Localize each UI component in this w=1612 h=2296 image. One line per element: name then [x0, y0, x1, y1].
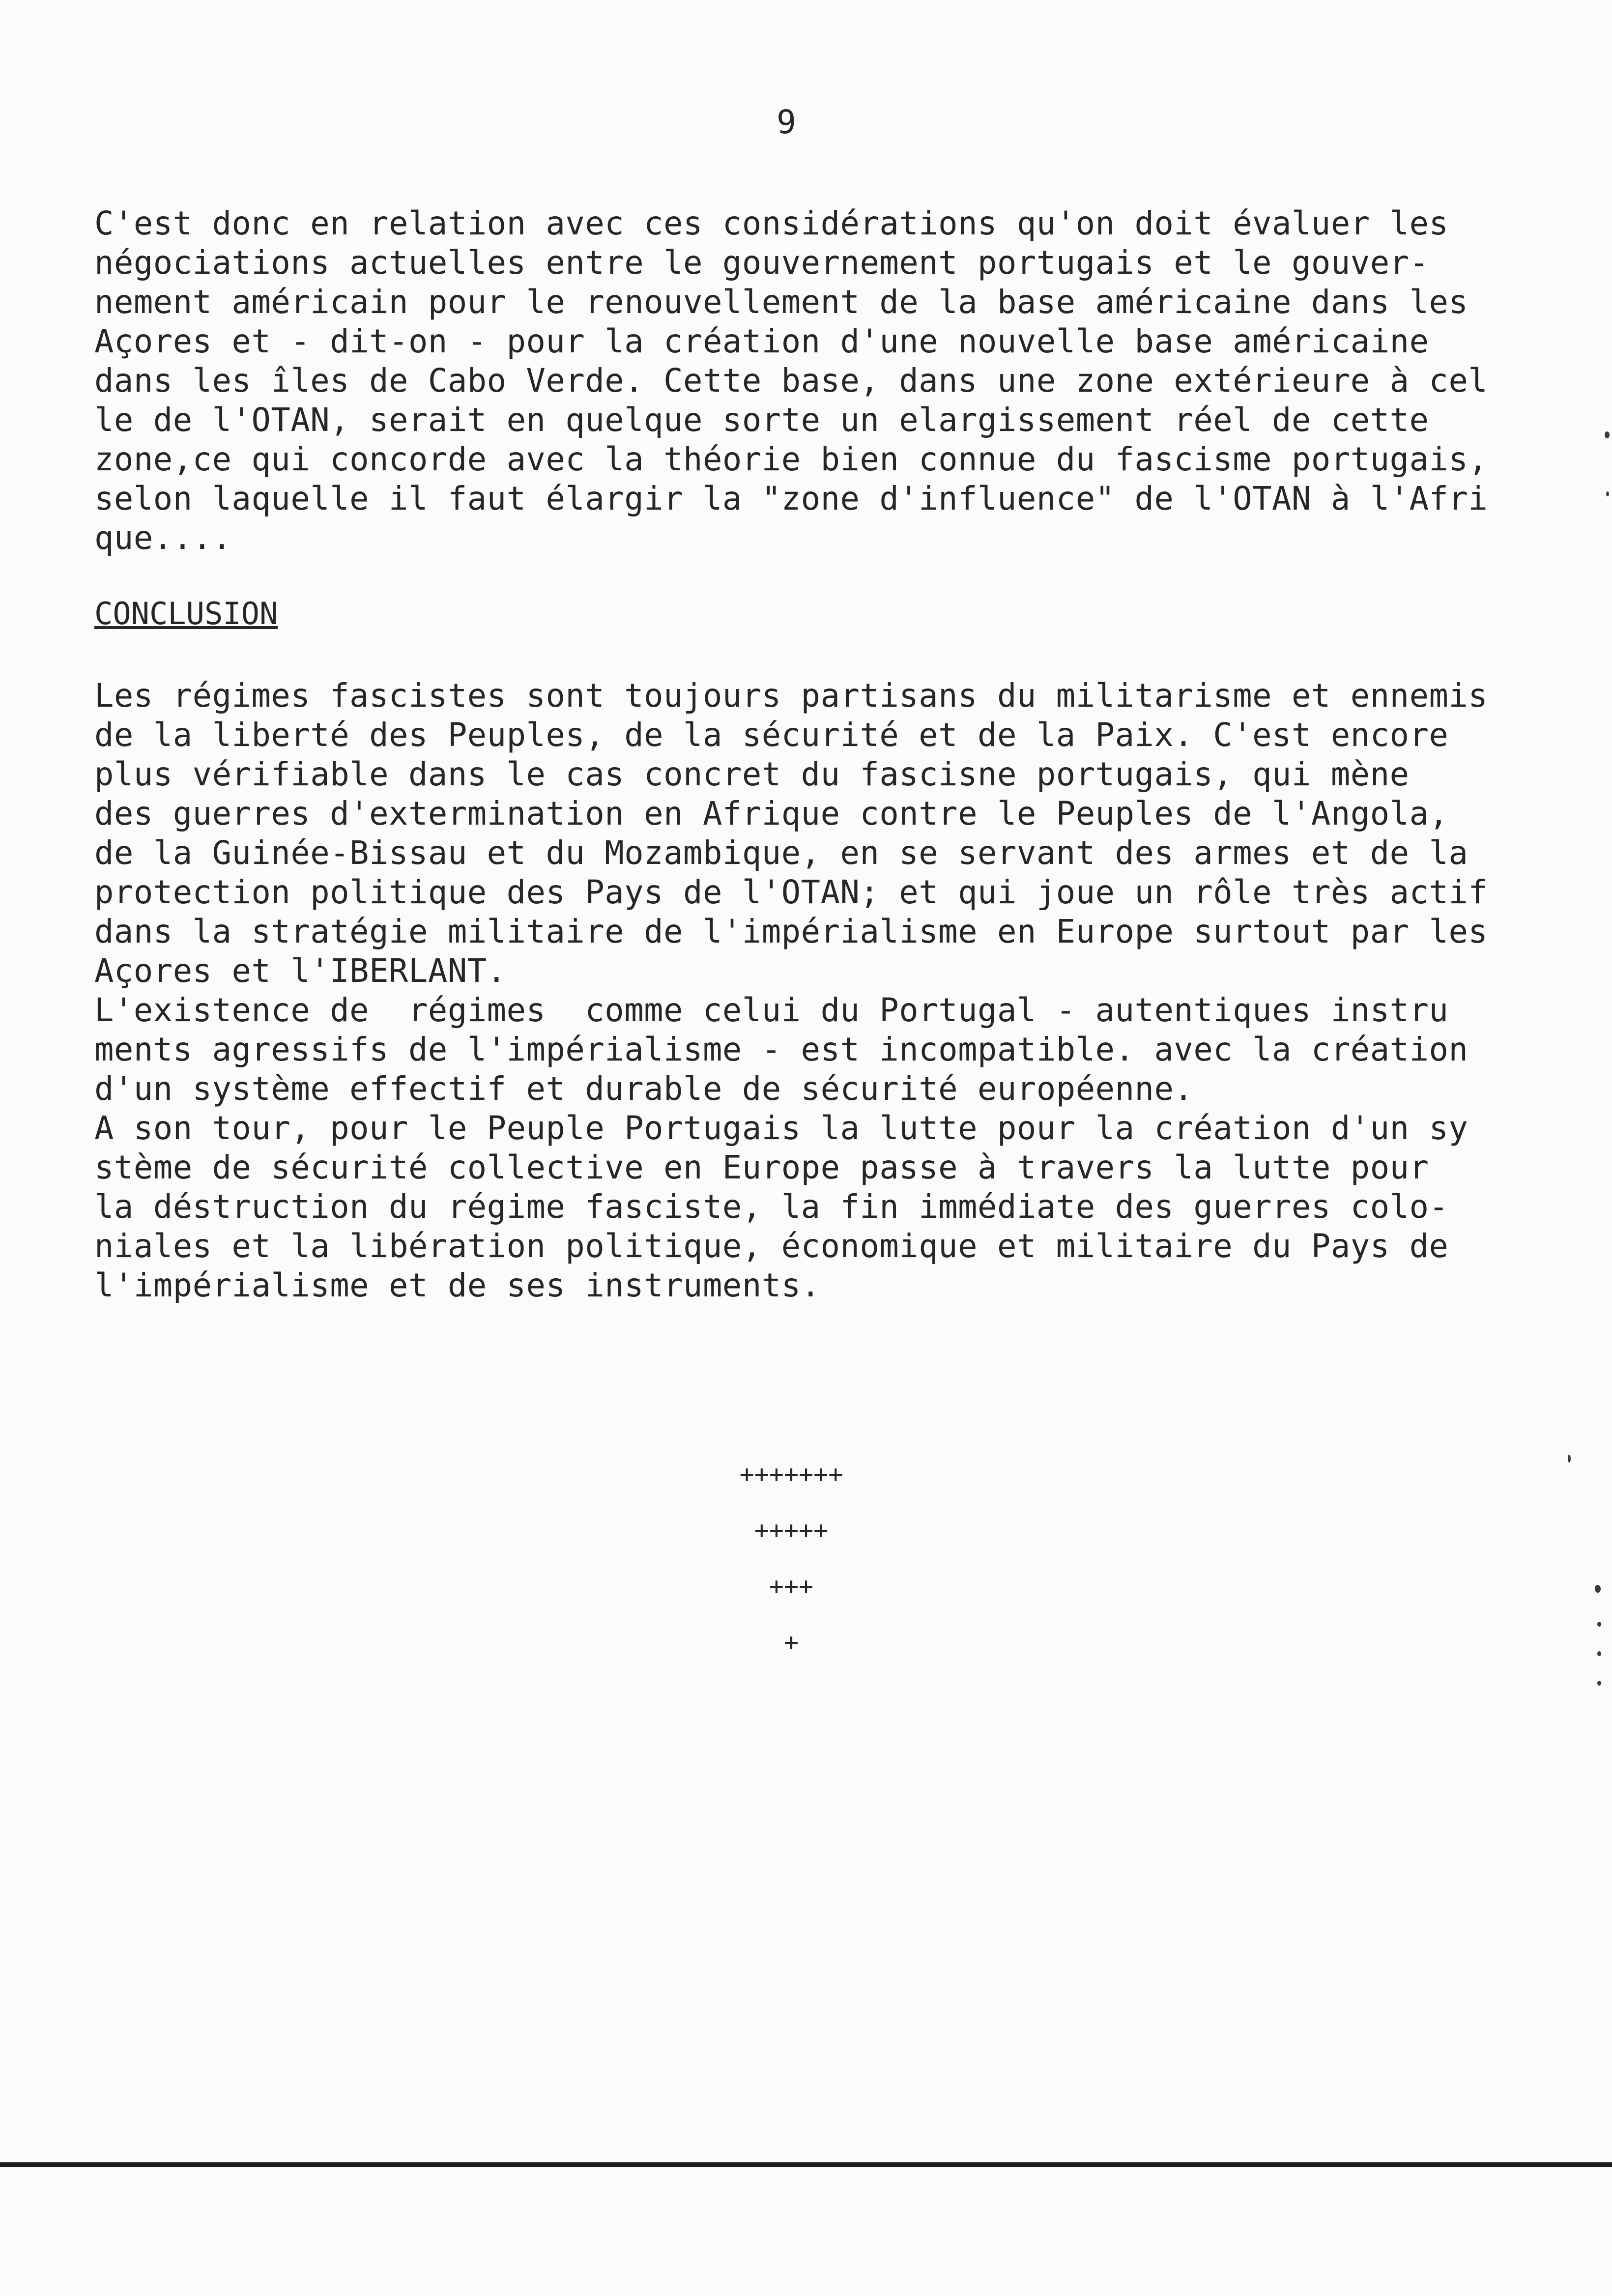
text-line: C'est donc en relation avec ces considérations qu'on doit évaluer les — [94, 205, 1449, 242]
text-line: Açores et l'IBERLANT. — [94, 952, 507, 990]
ornament-row: +++++++ — [739, 1460, 843, 1489]
text-line: de la Guinée-Bissau et du Mozambique, en se servant des armes et de la — [94, 834, 1468, 872]
text-line: zone,ce qui concorde avec la théorie bien connue du fascisme portugais, — [94, 441, 1488, 478]
scan-speck — [1606, 491, 1609, 496]
scan-speck — [1597, 1651, 1601, 1656]
scan-speck — [1597, 1681, 1601, 1686]
text-line: négociations actuelles entre le gouvernement portugais et le gouver- — [94, 244, 1429, 282]
text-line: Açores et - dit-on - pour la création d'une nouvelle base américaine — [94, 323, 1429, 360]
text-line: L'existence de régimes comme celui du Portugal - autentiques instru — [94, 992, 1449, 1029]
text-line: d'un système effectif et durable de sécurité européenne. — [94, 1070, 1194, 1108]
text-line: ments agressifs de l'impérialisme - est incompatible. avec la création — [94, 1031, 1468, 1068]
ornament-row: +++ — [769, 1572, 814, 1601]
text-line: niales et la libération politique, économique et militaire du Pays de — [94, 1228, 1449, 1265]
bottom-rule — [0, 2162, 1612, 2167]
paragraph-conclusion — [94, 676, 1520, 1305]
text-line: dans les îles de Cabo Verde. Cette base, dans une zone extérieure à cel — [94, 362, 1488, 400]
text-line: protection politique des Pays de l'OTAN; et qui joue un rôle très actif — [94, 874, 1488, 911]
text-line: Les régimes fascistes sont toujours partisans du militarisme et ennemis — [94, 677, 1488, 715]
text-line: nement américain pour le renouvellement de la base américaine dans les — [94, 284, 1468, 321]
scan-speck — [1597, 1622, 1601, 1627]
text-line: l'impérialisme et de ses instruments. — [94, 1267, 821, 1304]
text-line: le de l'OTAN, serait en quelque sorte un elargissement réel de cette — [94, 402, 1429, 439]
ornament-row: +++++ — [754, 1516, 829, 1545]
scan-speck — [1595, 1585, 1601, 1593]
paragraph-azores-bases — [94, 204, 1520, 558]
text-line: dans la stratégie militaire de l'impérialisme en Europe surtout par les — [94, 913, 1488, 950]
text-line: A son tour, pour le Peuple Portugais la lutte pour la création d'un sy — [94, 1110, 1468, 1147]
ornament-row: + — [783, 1628, 799, 1657]
scan-speck — [1568, 1455, 1571, 1463]
text-line: la déstruction du régime fasciste, la fin immédiate des guerres colo- — [94, 1188, 1449, 1226]
text-line: plus vérifiable dans le cas concret du fascisne portugais, qui mène — [94, 756, 1410, 793]
text-line: des guerres d'extermination en Afrique contre le Peuples de l'Angola, — [94, 795, 1449, 832]
end-ornament — [718, 1428, 865, 1670]
page-number: 9 — [777, 103, 796, 141]
scan-speck — [1605, 431, 1610, 438]
text-line: de la liberté des Peuples, de la sécurité et de la Paix. C'est encore — [94, 717, 1449, 754]
text-line: que.... — [94, 519, 232, 557]
text-line: selon laquelle il faut élargir la "zone d'influence" de l'OTAN à l'Afri — [94, 480, 1488, 517]
section-heading: CONCLUSION — [94, 596, 278, 631]
text-line: stème de sécurité collective en Europe passe à travers la lutte pour — [94, 1149, 1429, 1186]
